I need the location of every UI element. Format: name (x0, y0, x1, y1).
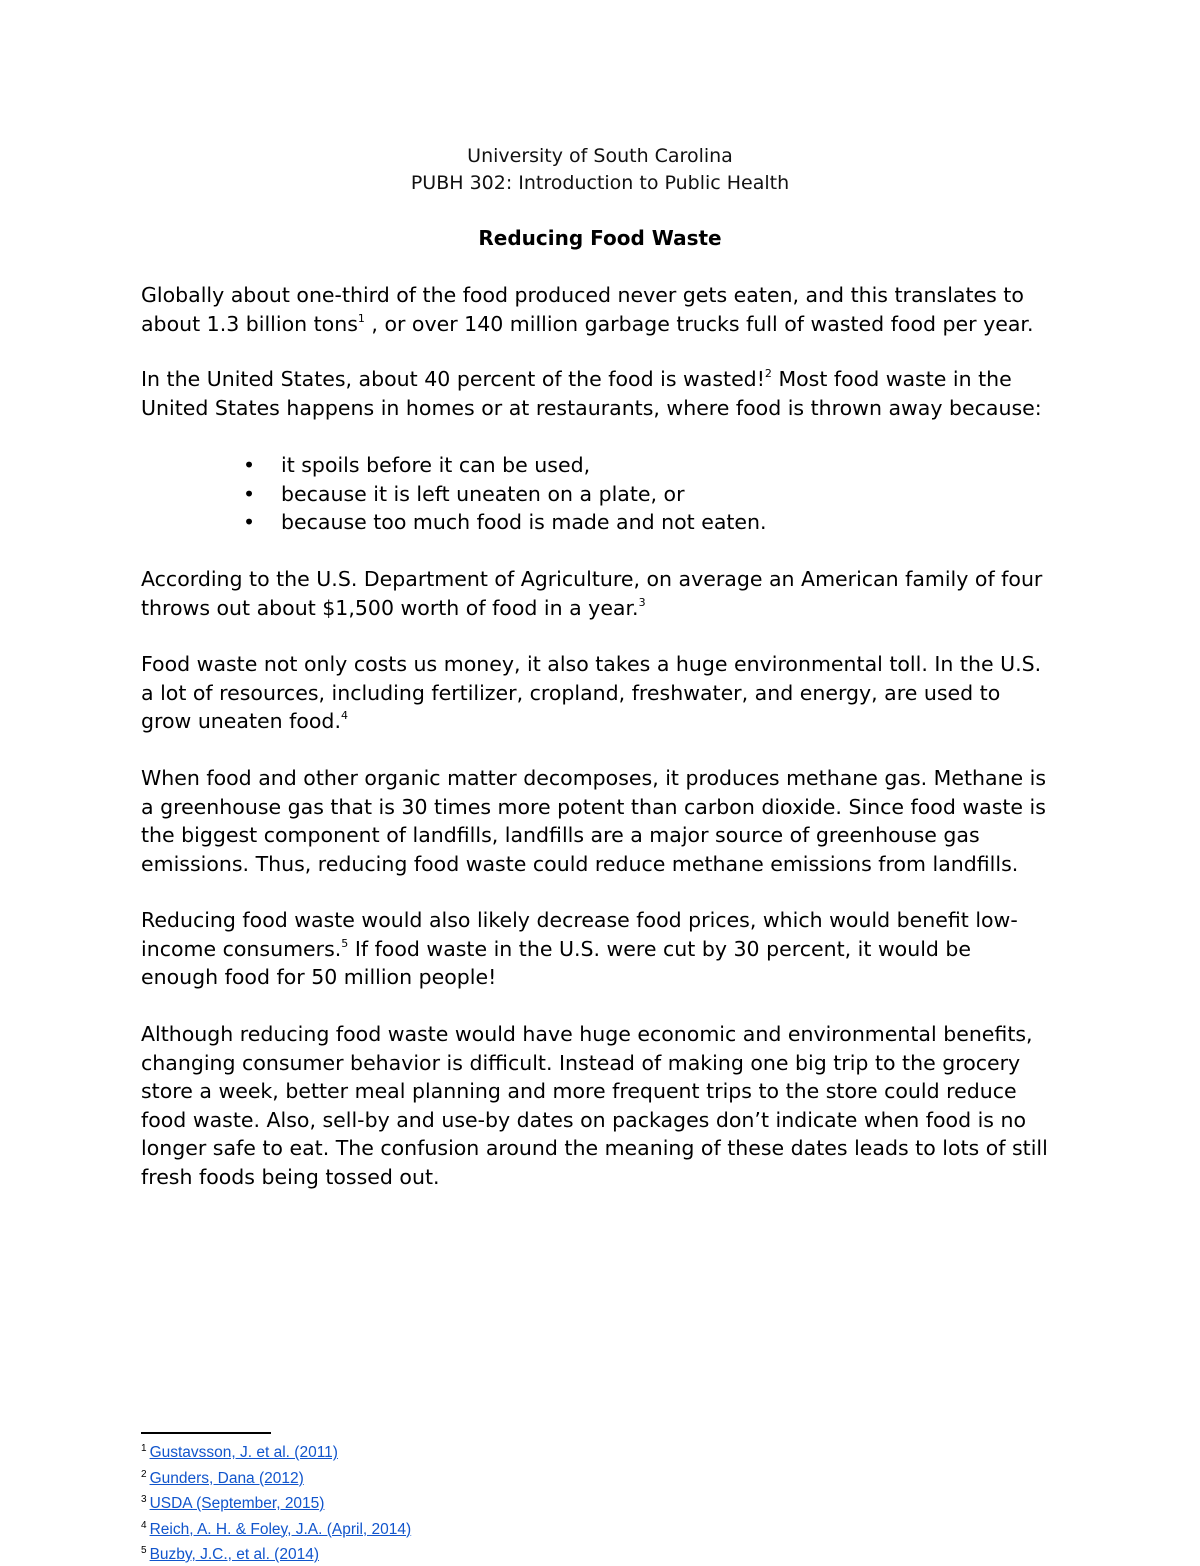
footnote-ref-4: 4 (340, 709, 348, 722)
paragraph-line: a lot of resources, including fertilizer, cropland, freshwater, and energy, are used to (141, 680, 1001, 705)
bullet-icon: • (243, 481, 256, 506)
bullet-icon: • (243, 453, 256, 477)
footnote-number: 4 (141, 1519, 147, 1531)
footnote-item (141, 1464, 411, 1490)
footnote-link-1[interactable]: Gustavsson, J. et al. (2011) (149, 1444, 338, 1461)
paragraph-line: a greenhouse gas that is 30 times more potent than carbon dioxide. Since food waste is (141, 794, 1046, 819)
footnote-link-2[interactable]: Gunders, Dana (2012) (149, 1469, 304, 1487)
paragraph-line (141, 594, 1071, 623)
paragraph-line: longer safe to eat. The confusion around the meaning of these dates leads to lots of still (141, 1136, 1048, 1160)
footnote-list (141, 1438, 411, 1566)
paragraph-4 (141, 650, 1071, 736)
footnote-number: 1 (141, 1443, 147, 1454)
footnote-ref-1: 1 (357, 311, 365, 325)
paragraph-line (141, 310, 1071, 339)
bullet-list (243, 451, 767, 537)
paragraph-6 (141, 906, 1071, 992)
text-run: In the United States, about 40 percent of the food is wasted! (141, 367, 765, 391)
footnote-item (141, 1438, 411, 1464)
paragraph-3 (141, 565, 1071, 622)
text-run: about 1.3 billion tons (141, 311, 358, 336)
paragraph-line: food waste. Also, sell-by and use-by dates on packages don’t indicate when food is no (141, 1107, 1027, 1132)
paragraph-line: enough food for 50 million people! (141, 965, 497, 989)
list-item (243, 508, 767, 537)
document-title: Reducing Food Waste (478, 226, 722, 250)
paragraph-line: United States happens in homes or at restaurants, where food is thrown away because: (141, 395, 1042, 420)
text-run: throws out about $1,500 worth of food in a year. (141, 595, 639, 620)
institution-name: University of South Carolina (467, 145, 733, 167)
paragraph-line (141, 365, 1071, 394)
paragraph-line: changing consumer behavior is difficult. Instead of making one big trip to the grocery (141, 1050, 1021, 1075)
footnote-link-3[interactable]: USDA (September, 2015) (149, 1495, 325, 1512)
footnote-ref-2: 2 (764, 367, 772, 380)
list-item (243, 480, 767, 509)
list-item-text: it spoils before it can be used, (281, 453, 591, 477)
paragraph-line: When food and other organic matter decomposes, it produces methane gas. Methane is (141, 766, 1047, 790)
footnote-separator (141, 1432, 271, 1434)
paragraph-line: emissions. Thus, reducing food waste could reduce methane emissions from landfills. (141, 851, 1019, 876)
paragraph-line (141, 707, 1071, 736)
paragraph-line: fresh foods being tossed out. (141, 1164, 440, 1189)
list-item (243, 451, 767, 480)
text-run: grow uneaten food. (141, 709, 341, 733)
paragraph-line: Food waste not only costs us money, it also takes a huge environmental toll. In the U.S. (141, 652, 1042, 676)
text-run: If food waste in the U.S. were cut by 30 percent, it would be (348, 936, 972, 961)
footnote-number: 3 (141, 1494, 147, 1505)
list-item-text: because too much food is made and not eaten. (281, 510, 767, 534)
paragraph-1 (141, 281, 1071, 338)
footnote-number: 2 (141, 1468, 147, 1480)
course-name: PUBH 302: Introduction to Public Health (410, 172, 790, 194)
paragraph-line: Although reducing food waste would have huge economic and environmental benefits, (141, 1022, 1033, 1046)
paragraph-line (141, 935, 1071, 964)
paragraph-line: According to the U.S. Department of Agriculture, on average an American family of four (141, 567, 1043, 591)
footnote-ref-5: 5 (341, 936, 349, 950)
paragraph-line: the biggest component of landfills, landfills are a major source of greenhouse gas (141, 823, 980, 847)
footnote-ref-3: 3 (638, 595, 646, 609)
text-run: income consumers. (141, 936, 342, 961)
paragraph-7 (141, 1020, 1071, 1191)
footnote-item (141, 1515, 411, 1541)
paragraph-line: store a week, better meal planning and more frequent trips to the store could reduce (141, 1079, 1017, 1103)
footnote-item (141, 1489, 411, 1515)
paragraph-line: Reducing food waste would also likely decrease food prices, which would benefit low- (141, 908, 1018, 932)
footnote-link-4[interactable]: Reich, A. H. & Foley, J.A. (April, 2014) (149, 1520, 412, 1538)
text-run: , or over 140 million garbage trucks full of wasted food per year. (364, 311, 1034, 336)
paragraph-line: Globally about one-third of the food produced never gets eaten, and this translates to (141, 283, 1024, 307)
paragraph-2 (141, 365, 1071, 422)
paragraph-5 (141, 764, 1071, 878)
text-run: Most food waste in the (771, 367, 1012, 391)
footnote-number: 5 (141, 1545, 147, 1556)
bullet-icon: • (243, 510, 256, 534)
footnote-link-5[interactable]: Buzby, J.C., et al. (2014) (149, 1546, 319, 1563)
list-item-text: because it is left uneaten on a plate, or (281, 481, 685, 506)
